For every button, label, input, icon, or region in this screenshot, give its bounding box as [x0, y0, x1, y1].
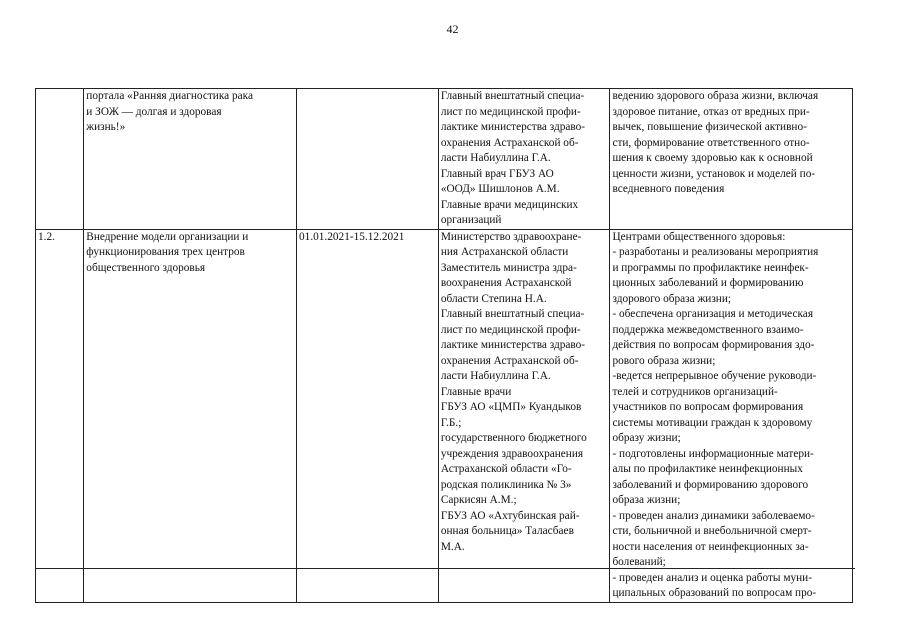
cell-text-line: Главный внештатный специа-	[440, 308, 585, 320]
cell-text-line: алы по профилактике неинфекционных	[612, 463, 803, 475]
cell-text-line: ципальных образований по вопросам про-	[612, 587, 817, 599]
cell-text-line: области Степина Н.А.	[440, 292, 547, 305]
cell-text-line: ценности жизни, установок и моделей по-	[612, 167, 816, 180]
cell-text-line: болеваний;	[612, 556, 666, 568]
table-row	[36, 89, 853, 230]
cell-text-line: ГБУЗ АО «ЦМП» Куандыков	[440, 401, 582, 413]
cell-text-line: родская поликлиника № 3»	[440, 478, 572, 491]
cell-text-line: участников по вопросам формирования	[612, 401, 804, 413]
cell-text-line: охранения Астраханской об-	[440, 354, 579, 367]
measures-table	[35, 88, 853, 603]
table-bottom-border	[35, 568, 855, 569]
cell-text-line: здоровое питание, отказ от вредных при-	[612, 105, 810, 118]
cell-text-line: поддержка межведомственного взаимо-	[612, 323, 804, 336]
cell-text-line: Астраханской области «Го-	[440, 463, 572, 475]
cell-text-line: лист по медицинской профи-	[440, 323, 581, 336]
cell-text-line: образа жизни;	[612, 494, 681, 506]
cell-text-line: - обеспечена организация и методическая	[612, 308, 814, 320]
cell-text-line: «ООД» Шишлонов А.М.	[440, 183, 560, 195]
cell-text-line: учреждения здравоохранения	[440, 447, 584, 460]
cell-text-line: и программы по профилактике неинфек-	[612, 261, 809, 274]
cell-text-line: ласти Набиуллина Г.А.	[440, 370, 551, 382]
cell-text-line: ния Астраханской области	[440, 246, 569, 258]
cell-text-line: телей и сотрудников организаций-	[612, 385, 778, 398]
cell-text-line: рового образа жизни;	[612, 354, 716, 367]
cell-text-line: жизнь!»	[86, 121, 126, 133]
cell-text-line: Главные врачи медицинских	[440, 198, 579, 211]
result-cell	[610, 229, 853, 602]
measure-cell	[84, 89, 297, 230]
cell-text-line: сти, формирование ответственного отно-	[612, 136, 810, 149]
page-number: 42	[446, 22, 459, 36]
cell-text-line: системы мотивации граждан к здоровому	[612, 416, 813, 429]
dates-cell: 01.01.2021-15.12.2021	[297, 229, 439, 602]
cell-text-line: Министерство здравоохране-	[440, 230, 582, 243]
cell-text-line: - проведен анализ динамики заболеваемо-	[612, 509, 815, 522]
result-cell	[610, 89, 853, 230]
cell-text-line: Заместитель министра здра-	[440, 261, 577, 274]
cell-text-line: шения к своему здоровью как к основной	[612, 152, 813, 164]
cell-text-line: действия по вопросам формирования здо-	[612, 339, 815, 351]
cell-text-line: Главный внештатный специа-	[440, 90, 585, 102]
cell-text-line: ведению здорового образа жизни, включая	[612, 90, 819, 102]
cell-text-line: лист по медицинской профи-	[440, 105, 581, 118]
responsible-cell	[438, 229, 610, 602]
cell-text-line: - проведен анализ и оценка работы муни-	[612, 571, 812, 584]
cell-text-line: вычек, повышение физической активно-	[612, 121, 807, 133]
cell-text-line: здорового образа жизни;	[612, 292, 732, 305]
cell-text-line: - разработаны и реализованы мероприятия	[612, 246, 819, 258]
cell-text-line: портала «Ранняя диагностика рака	[86, 90, 253, 102]
table-row	[36, 229, 853, 602]
cell-text-line: Внедрение модели организации и	[86, 230, 249, 243]
measure-cell	[84, 229, 297, 602]
cell-text-line: общественного здоровья	[86, 261, 206, 274]
cell-text-line: сти, больничной и внебольничной смерт-	[612, 525, 812, 537]
cell-text-line: Центрами общественного здоровья:	[612, 230, 786, 243]
cell-text-line: онная больница» Таласбаев	[440, 525, 574, 537]
cell-text-line: функционирования трех центров	[86, 246, 245, 258]
cell-text-line: организаций	[440, 214, 502, 226]
cell-text-line: ласти Набиуллина Г.А.	[440, 152, 551, 164]
cell-text-line: лактике министерства здраво-	[440, 339, 586, 351]
dates-cell	[297, 89, 439, 230]
cell-text-line: - подготовлены информационные матери-	[612, 447, 814, 460]
cell-text-line: ционных заболеваний и формированию	[612, 277, 804, 289]
cell-text-line: заболеваний и формированию здорового	[612, 478, 809, 491]
cell-text-line: ГБУЗ АО «Ахтубинская рай-	[440, 509, 580, 522]
cell-text-line: Г.Б.;	[440, 416, 462, 429]
cell-text-line: государственного бюджетного	[440, 432, 587, 444]
responsible-cell	[438, 89, 610, 230]
row-number-cell: 1.2.	[36, 229, 84, 602]
cell-text-line: вседневного поведения	[612, 183, 725, 195]
cell-text-line: образу жизни;	[612, 432, 681, 444]
cell-text-line: М.А.	[440, 540, 465, 553]
cell-text-line: -ведется непрерывное обучение руководи-	[612, 370, 817, 382]
cell-text-line: лактике министерства здраво-	[440, 121, 586, 133]
cell-text-line: Главный врач ГБУЗ АО	[440, 167, 554, 180]
cell-text-line: воохранения Астраханской	[440, 277, 572, 289]
cell-text-line: ности населения от неинфекционных за-	[612, 540, 809, 553]
cell-text-line: и ЗОЖ — долгая и здоровая	[86, 105, 222, 118]
row-number-cell	[36, 89, 84, 230]
cell-text-line: охранения Астраханской об-	[440, 136, 579, 149]
cell-text-line: Главные врачи	[440, 385, 512, 398]
cell-text-line: Саркисян А.М.;	[440, 494, 517, 506]
